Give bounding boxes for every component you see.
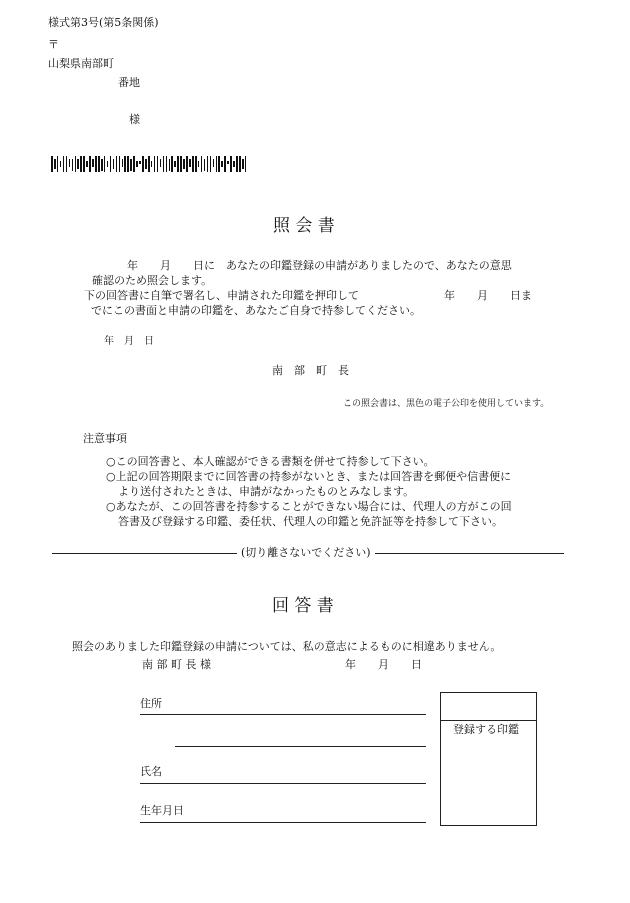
barcode-bar	[127, 156, 129, 172]
address-label: 住所	[140, 697, 162, 710]
postal-barcode	[51, 156, 248, 172]
issuer: 南 部 町 長	[272, 364, 349, 377]
barcode-bar	[163, 156, 165, 172]
notice-line-3: 下の回答書に自筆で署名し、申請された印鑑を押印して	[84, 289, 359, 302]
reply-title: 回 答 書	[272, 596, 334, 616]
reply-date: 年 月 日	[345, 658, 422, 671]
cut-line-label: (切り離さないでください)	[237, 546, 375, 560]
barcode-bar	[119, 156, 121, 172]
barcode-bar	[101, 159, 103, 171]
name-line[interactable]	[140, 783, 426, 784]
barcode-bar	[180, 156, 182, 172]
barcode-bar	[213, 159, 215, 167]
barcode-bar	[122, 159, 124, 167]
barcode-bar	[89, 156, 91, 172]
barcode-bar	[174, 161, 176, 167]
barcode-bar	[195, 156, 197, 172]
barcode-bar	[77, 159, 79, 169]
barcode-bar	[245, 156, 247, 172]
barcode-bar	[142, 156, 144, 172]
barcode-bar	[227, 161, 229, 164]
birth-line[interactable]	[140, 822, 426, 823]
barcode-bar	[51, 156, 53, 172]
barcode-bar	[183, 159, 185, 169]
barcode-bar	[169, 159, 171, 171]
barcode-bar	[110, 156, 112, 172]
address-banchi: 番地	[118, 76, 140, 89]
issue-date: 年 月 日	[104, 336, 154, 347]
barcode-bar	[160, 159, 162, 167]
barcode-bar	[86, 161, 88, 167]
barcode-bar	[239, 156, 241, 172]
barcode-bar	[186, 156, 188, 172]
barcode-bar	[72, 159, 74, 171]
barcode-bar	[107, 161, 109, 167]
addressee-suffix: 様	[129, 113, 140, 126]
postal-mark: 〒	[48, 38, 59, 51]
barcode-bar	[204, 159, 206, 171]
caution-line-2: ○上記の回答期限までに回答書の持参がないとき、または回答書を郵便や信書便に	[106, 470, 512, 483]
barcode-bar	[166, 156, 168, 172]
barcode-bar	[218, 156, 220, 172]
barcode-bar	[98, 156, 100, 172]
notice-line-4: でにこの書面と申請の印鑑を、あなたご自身で持参してください。	[91, 304, 421, 317]
barcode-bar	[233, 161, 235, 167]
barcode-bar	[69, 159, 71, 167]
barcode-bar	[83, 156, 85, 172]
caution-line-3: より送付されたときは、申請がなかったものとみなします。	[118, 485, 415, 498]
caution-line-1: ○この回答書と、本人確認ができる書類を併せて持参して下さい。	[106, 455, 435, 468]
notice-date-line: 年 月 日に あなたの印鑑登録の申請がありましたので、あなたの意思	[127, 259, 512, 272]
notice-line-2: 確認のため照会します。	[92, 274, 213, 287]
barcode-bar	[80, 156, 82, 172]
barcode-bar	[104, 156, 106, 172]
barcode-bar	[221, 161, 223, 167]
barcode-bar	[151, 161, 153, 167]
cautions-heading: 注意事項	[83, 432, 127, 445]
barcode-bar	[236, 156, 238, 172]
barcode-bar	[75, 156, 77, 172]
barcode-bar	[201, 156, 203, 172]
barcode-bar	[157, 156, 159, 172]
notice-deadline: 年 月 日ま	[444, 289, 532, 302]
name-label: 氏名	[140, 765, 162, 778]
barcode-bar	[230, 156, 232, 172]
barcode-bar	[130, 159, 132, 171]
barcode-bar	[216, 156, 218, 172]
seal-box[interactable]	[440, 692, 537, 826]
caution-line-5: 答書及び登録する印鑑、委任状、代理人の印鑑と免許証等を持参して下さい。	[118, 515, 503, 528]
birth-label: 生年月日	[140, 804, 184, 817]
barcode-bar	[207, 156, 209, 172]
address-line-1[interactable]	[140, 714, 426, 715]
barcode-bar	[154, 156, 156, 172]
barcode-bar	[224, 156, 226, 172]
barcode-bar	[92, 159, 94, 167]
barcode-bar	[210, 156, 212, 172]
barcode-bar	[54, 159, 56, 169]
barcode-bar	[189, 159, 191, 167]
barcode-bar	[242, 159, 244, 169]
barcode-bar	[66, 156, 68, 172]
barcode-bar	[95, 156, 97, 172]
barcode-bar	[148, 156, 150, 172]
seal-note: この照会書は、黒色の電子公印を使用しています。	[343, 399, 550, 409]
barcode-bar	[124, 156, 126, 172]
barcode-bar	[192, 156, 194, 172]
seal-box-divider	[441, 720, 536, 721]
address-prefecture: 山梨県南部町	[48, 57, 114, 70]
barcode-bar	[57, 156, 59, 172]
barcode-bar	[116, 156, 118, 172]
seal-box-label: 登録する印鑑	[453, 723, 519, 736]
barcode-bar	[136, 161, 138, 167]
notice-title: 照 会 書	[273, 216, 335, 236]
barcode-bar	[145, 159, 147, 169]
reply-statement: 照会のありました印鑑登録の申請については、私の意志によるものに相違ありません。	[72, 640, 502, 653]
barcode-bar	[63, 156, 65, 172]
reply-addressee: 南 部 町 長 様	[142, 658, 211, 671]
barcode-bar	[60, 161, 62, 167]
barcode-bar	[133, 156, 135, 172]
barcode-bar	[198, 161, 200, 167]
barcode-bar	[177, 156, 179, 172]
form-number: 様式第3号(第5条関係)	[48, 16, 159, 29]
barcode-bar	[113, 159, 115, 169]
address-line-2[interactable]	[175, 746, 426, 747]
barcode-bar	[139, 161, 141, 164]
barcode-bar	[171, 156, 173, 172]
caution-line-4: ○あなたが、この回答書を持参することができない場合には、代理人の方がこの回	[106, 500, 512, 513]
